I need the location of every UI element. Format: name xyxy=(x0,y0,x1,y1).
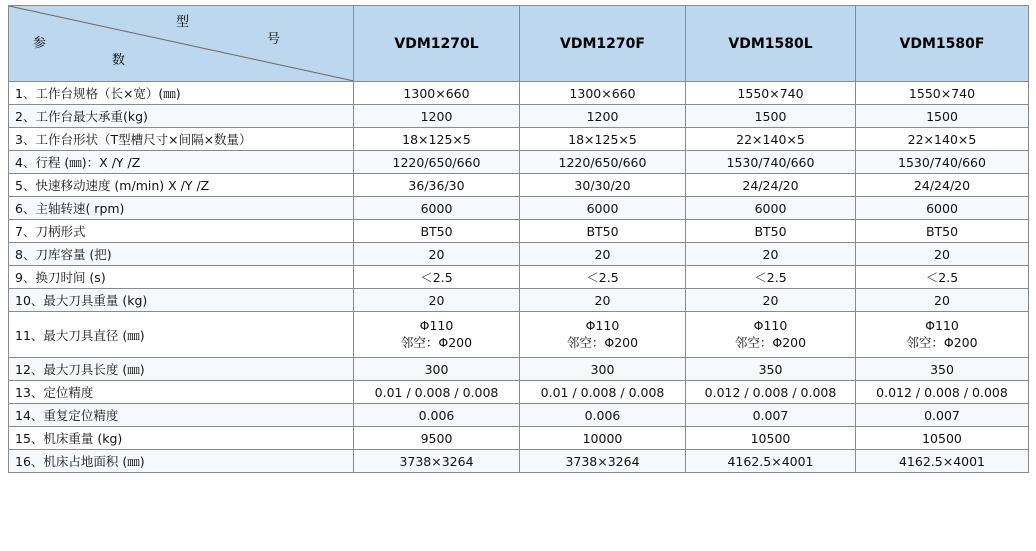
spec-value: 1300×660 xyxy=(354,82,520,105)
corner-label-top: 型 xyxy=(176,15,190,30)
table-row xyxy=(9,82,1029,105)
spec-value: 1200 xyxy=(354,105,520,128)
model-header: VDM1270L xyxy=(354,6,520,82)
spec-value: 22×140×5 xyxy=(856,128,1029,151)
spec-value: 6000 xyxy=(520,197,686,220)
spec-label: 6、主轴转速( rpm) xyxy=(9,197,354,220)
spec-label: 5、快速移动速度 (m/min) X /Y /Z xyxy=(9,174,354,197)
spec-value: 1220/650/660 xyxy=(354,151,520,174)
table-row xyxy=(9,358,1029,381)
spec-value: 9500 xyxy=(354,427,520,450)
header-corner-cell xyxy=(9,6,354,82)
spec-value: BT50 xyxy=(520,220,686,243)
table-row xyxy=(9,128,1029,151)
spec-value: 22×140×5 xyxy=(686,128,856,151)
model-header: VDM1580F xyxy=(856,6,1029,82)
spec-value xyxy=(856,312,1029,358)
spec-value: 1550×740 xyxy=(686,82,856,105)
spec-label: 9、换刀时间 (s) xyxy=(9,266,354,289)
spec-value: 24/24/20 xyxy=(856,174,1029,197)
spec-value-line: Φ110 xyxy=(419,318,454,333)
spec-value: 3738×3264 xyxy=(520,450,686,473)
spec-value-line: Φ110 xyxy=(753,318,788,333)
spec-value: ＜2.5 xyxy=(354,266,520,289)
spec-value: ＜2.5 xyxy=(856,266,1029,289)
table-row xyxy=(9,174,1029,197)
spec-table xyxy=(8,5,1029,473)
spec-value: 24/24/20 xyxy=(686,174,856,197)
table-row xyxy=(9,404,1029,427)
spec-value: 1300×660 xyxy=(520,82,686,105)
spec-label: 15、机床重量 (kg) xyxy=(9,427,354,450)
spec-label: 13、定位精度 xyxy=(9,381,354,404)
model-header: VDM1580L xyxy=(686,6,856,82)
spec-label: 11、最大刀具直径 (㎜) xyxy=(9,312,354,358)
spec-value: 20 xyxy=(686,289,856,312)
spec-value: 18×125×5 xyxy=(520,128,686,151)
corner-label-right: 号 xyxy=(267,32,281,47)
spec-label: 2、工作台最大承重(kg) xyxy=(9,105,354,128)
spec-value: 3738×3264 xyxy=(354,450,520,473)
spec-value: 300 xyxy=(520,358,686,381)
spec-label: 7、刀柄形式 xyxy=(9,220,354,243)
spec-label: 16、机床占地面积 (㎜) xyxy=(9,450,354,473)
table-row xyxy=(9,151,1029,174)
spec-table-body xyxy=(9,82,1029,473)
spec-value: 1550×740 xyxy=(856,82,1029,105)
spec-value-line: 邻空：Φ200 xyxy=(906,335,978,350)
spec-value: BT50 xyxy=(354,220,520,243)
spec-value: 18×125×5 xyxy=(354,128,520,151)
corner-label-bottom: 数 xyxy=(112,53,126,68)
spec-label: 10、最大刀具重量 (kg) xyxy=(9,289,354,312)
spec-value: 10500 xyxy=(686,427,856,450)
spec-value xyxy=(520,312,686,358)
spec-value: 0.012 / 0.008 / 0.008 xyxy=(686,381,856,404)
spec-value: 0.01 / 0.008 / 0.008 xyxy=(520,381,686,404)
spec-value: 4162.5×4001 xyxy=(856,450,1029,473)
spec-value: 350 xyxy=(856,358,1029,381)
table-row xyxy=(9,450,1029,473)
spec-value: 6000 xyxy=(686,197,856,220)
spec-value: 20 xyxy=(520,289,686,312)
spec-value: 1530/740/660 xyxy=(856,151,1029,174)
table-row xyxy=(9,381,1029,404)
spec-value-line: 邻空：Φ200 xyxy=(566,335,639,350)
spec-value: ＜2.5 xyxy=(520,266,686,289)
spec-value: 1500 xyxy=(686,105,856,128)
spec-value: 0.006 xyxy=(354,404,520,427)
spec-label: 3、工作台形状（T型槽尺寸×间隔×数量） xyxy=(9,128,354,151)
spec-value: 1530/740/660 xyxy=(686,151,856,174)
spec-value: 300 xyxy=(354,358,520,381)
spec-value-line: 邻空：Φ200 xyxy=(400,335,473,350)
spec-value: 0.012 / 0.008 / 0.008 xyxy=(856,381,1029,404)
table-row xyxy=(9,312,1029,358)
spec-label: 8、刀库容量 (把) xyxy=(9,243,354,266)
table-row xyxy=(9,220,1029,243)
spec-value: 10500 xyxy=(856,427,1029,450)
spec-value-line: 邻空：Φ200 xyxy=(734,335,807,350)
spec-value xyxy=(354,312,520,358)
spec-label: 14、重复定位精度 xyxy=(9,404,354,427)
spec-value: 20 xyxy=(354,289,520,312)
spec-value: 1200 xyxy=(520,105,686,128)
spec-value: 0.007 xyxy=(856,404,1029,427)
spec-value: 20 xyxy=(856,289,1029,312)
spec-value: 1220/650/660 xyxy=(520,151,686,174)
spec-value: BT50 xyxy=(686,220,856,243)
spec-label: 1、工作台规格（长×宽）(㎜) xyxy=(9,82,354,105)
header-row xyxy=(9,6,1029,82)
spec-value: 20 xyxy=(856,243,1029,266)
spec-value: 10000 xyxy=(520,427,686,450)
spec-value-line: Φ110 xyxy=(585,318,620,333)
spec-value: 20 xyxy=(354,243,520,266)
table-row xyxy=(9,427,1029,450)
spec-value: 20 xyxy=(686,243,856,266)
table-row xyxy=(9,197,1029,220)
spec-table-container xyxy=(8,5,1028,473)
table-row xyxy=(9,289,1029,312)
table-row xyxy=(9,243,1029,266)
spec-value: 350 xyxy=(686,358,856,381)
spec-value: 6000 xyxy=(856,197,1029,220)
spec-value: 1500 xyxy=(856,105,1029,128)
table-row xyxy=(9,105,1029,128)
spec-value: BT50 xyxy=(856,220,1029,243)
spec-value: 6000 xyxy=(354,197,520,220)
corner-label-left: 参 xyxy=(33,36,47,51)
spec-value: 0.007 xyxy=(686,404,856,427)
spec-value: 0.006 xyxy=(520,404,686,427)
spec-value: 4162.5×4001 xyxy=(686,450,856,473)
model-header: VDM1270F xyxy=(520,6,686,82)
spec-value xyxy=(686,312,856,358)
spec-value: ＜2.5 xyxy=(686,266,856,289)
table-row xyxy=(9,266,1029,289)
spec-value: 30/30/20 xyxy=(520,174,686,197)
spec-value-line: Φ110 xyxy=(925,318,959,333)
spec-label: 12、最大刀具长度 (㎜) xyxy=(9,358,354,381)
spec-label: 4、行程 (㎜)：X /Y /Z xyxy=(9,151,354,174)
spec-value: 0.01 / 0.008 / 0.008 xyxy=(354,381,520,404)
spec-value: 20 xyxy=(520,243,686,266)
spec-value: 36/36/30 xyxy=(354,174,520,197)
